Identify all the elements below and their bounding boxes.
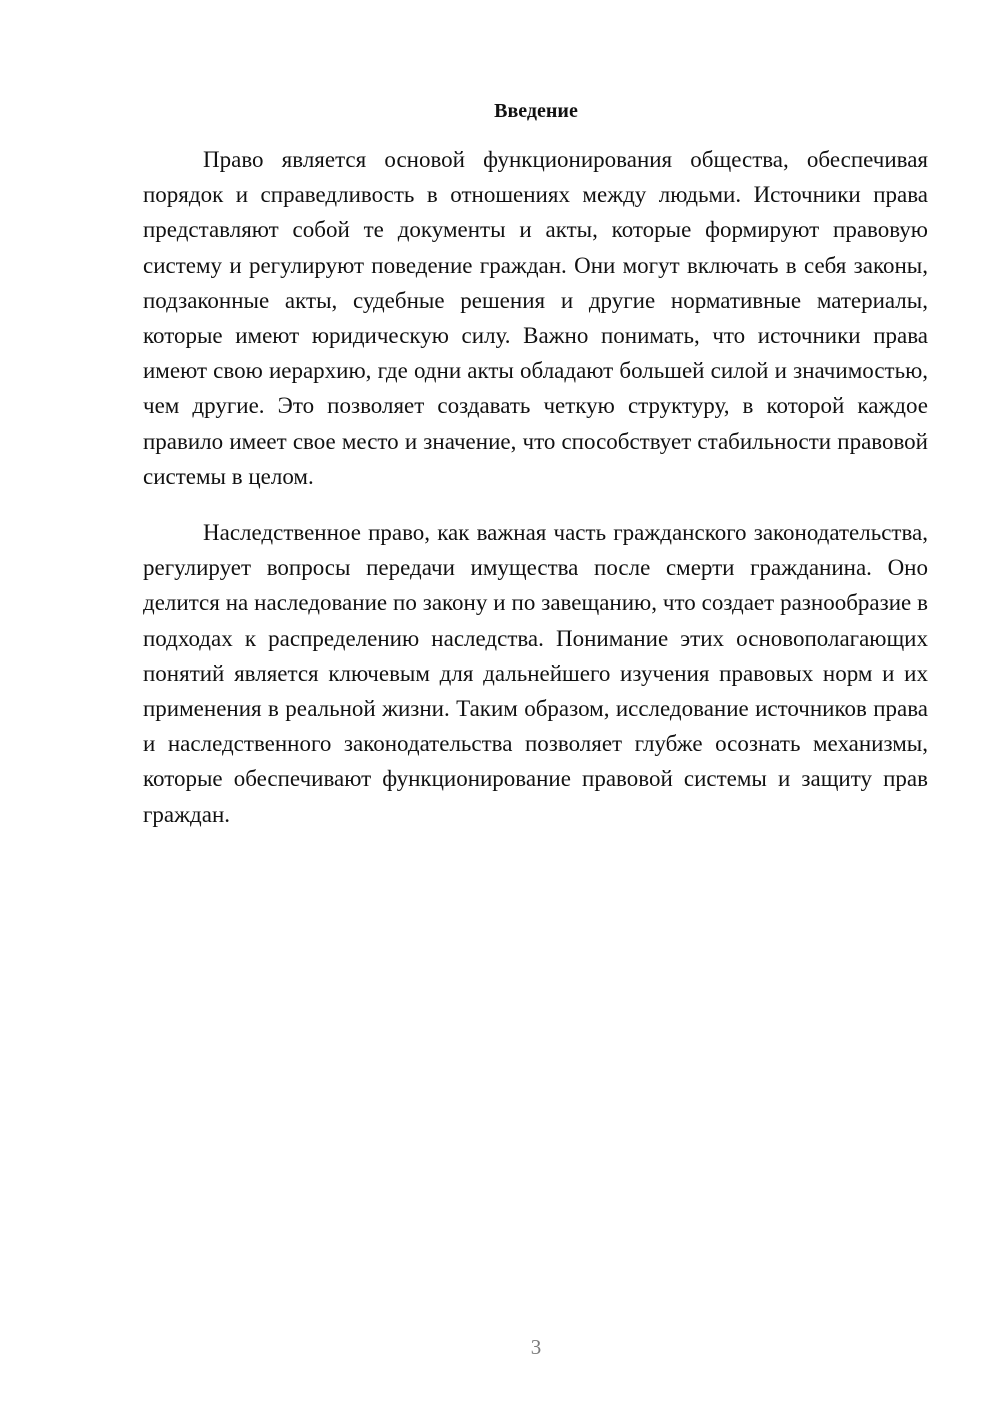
paragraph-block-1 — [143, 142, 928, 494]
page-number: 3 — [530, 1335, 542, 1359]
paragraph-1: Право является основой функционирования общества, обеспечивая порядок и справедливость в отношениях между людьми. Источники права представляют собой те документы и акты, которые формируют правовую систему и регулируют поведение граждан. Они могут включать в себя законы, подзаконные акты, судебные решения и другие нормативные материалы, которые имеют юридическую силу. Важно понимать, что источники права имеют свою иерархию, где одни акты обладают большей силой и значимостью, чем другие. Это позволяет создавать четкую структуру, в которой каждое правило имеет свое место и значение, что способствует стабильности правовой системы в целом. — [143, 147, 928, 489]
paragraph-2: Наследственное право, как важная часть гражданского законодательства, регулирует вопросы передачи имущества после смерти гражданина. Оно делится на наследование по закону и по завещанию, что создает разнообразие в подходах к распределению наследства. Понимание этих основополагающих понятий является ключевым для дальнейшего изучения правовых норм и их применения в реальной жизни. Таким образом, исследование источников права и наследственного законодательства позволяет глубже осознать механизмы, которые обеспечивают функционирование правовой системы и защиту прав граждан. — [143, 520, 928, 827]
paragraph-block-2 — [143, 515, 928, 832]
section-title: Введение — [494, 100, 578, 122]
